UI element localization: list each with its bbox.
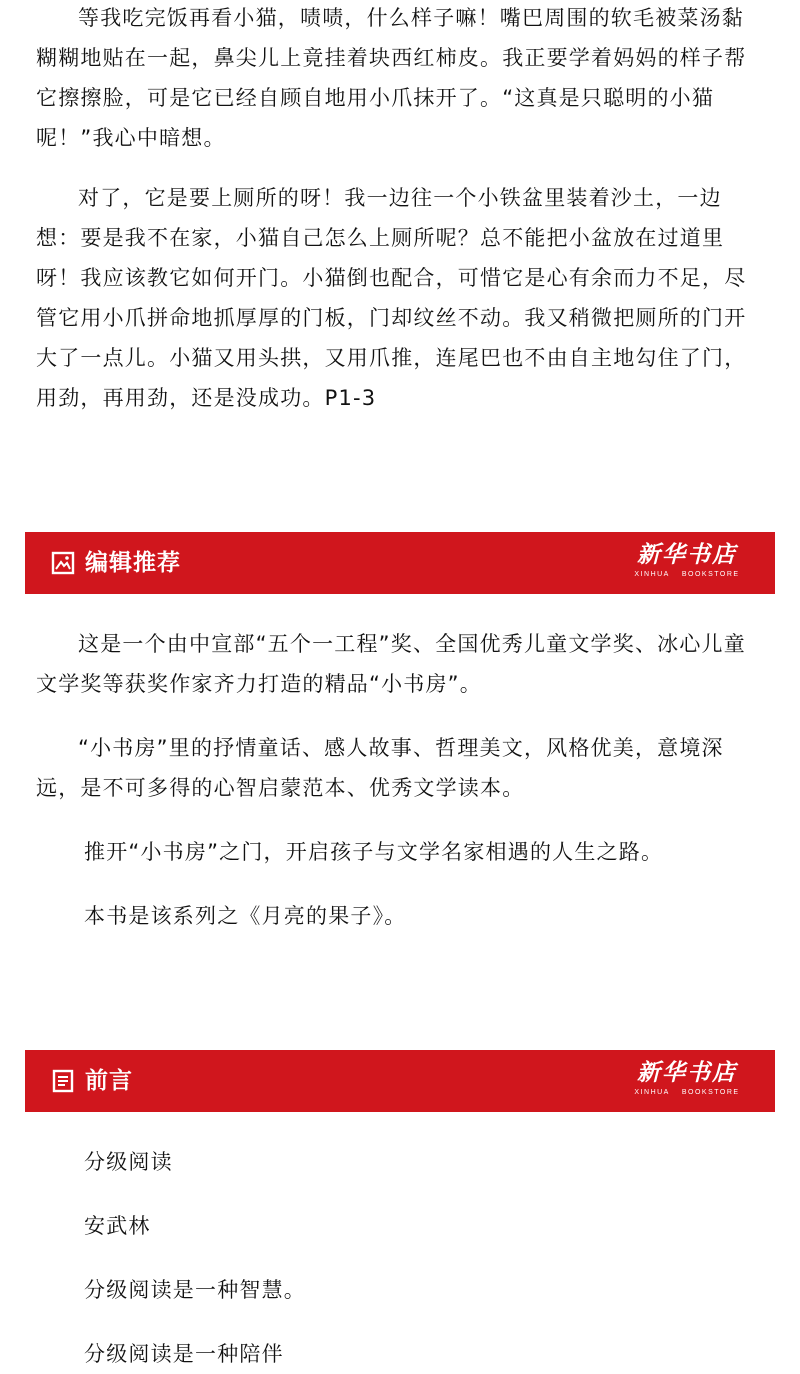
editor-paragraph-3: 推开“小书房”之门，开启孩子与文学名家相遇的人生之路。 (84, 840, 664, 864)
story-paragraph-2: 对了，它是要上厕所的呀！我一边往一个小铁盆里装着沙土，一边想：要是我不在家，小猫自己怎么上厕所呢？总不能把小盆放在过道里呀！我应该教它如何开门。小猫倒也配合，可惜它是心有余而力不足，尽管它用小爪拼命地抓厚厚的门板，门却纹丝不动。我又稍微把厕所的门开大了一点儿。小猫又用头拱，又用爪推，连尾巴也不由自主地勾住了门，用劲，再用劲，还是没成功。P1-3 (36, 186, 747, 410)
picture-frame-icon (51, 551, 75, 575)
section-title: 前言 (85, 1068, 133, 1094)
preface-line-2: 安武林 (84, 1214, 151, 1238)
story-paragraph-1: 等我吃完饭再看小猫，啧啧，什么样子嘛！嘴巴周围的软毛被菜汤黏糊糊地贴在一起，鼻尖儿上竟挂着块西红柿皮。我正要学着妈妈的样子帮它擦擦脸，可是它已经自顾自地用小爪抹开了。“这真是只聪明的小猫呢！”我心中暗想。 (36, 6, 747, 150)
brand-name-en (627, 1088, 747, 1098)
brand-en-word-1: XINHUA (634, 1089, 670, 1096)
brand-en-word-2: BOOKSTORE (681, 1089, 740, 1096)
document-icon (51, 1069, 75, 1093)
editor-paragraph-4: 本书是该系列之《月亮的果子》。 (84, 904, 407, 928)
preface-banner (25, 1050, 775, 1112)
xinhua-bookstore-logo (627, 1058, 747, 1104)
brand-name-cn: 新华书店 (637, 541, 737, 568)
brand-name-en (627, 570, 747, 580)
preface-line-3: 分级阅读是一种智慧。 (84, 1278, 306, 1302)
xinhua-bookstore-logo (627, 540, 747, 586)
editor-paragraph-2: “小书房”里的抒情童话、感人故事、哲理美文，风格优美，意境深远，是不可多得的心智启蒙范本、优秀文学读本。 (36, 736, 724, 800)
brand-name-cn: 新华书店 (637, 1059, 737, 1086)
brand-en-word-2: BOOKSTORE (681, 571, 740, 578)
editor-recommendation-banner (25, 532, 775, 594)
section-title: 编辑推荐 (85, 550, 181, 576)
preface-line-4: 分级阅读是一种陪伴 (84, 1342, 284, 1366)
editor-paragraph-1: 这是一个由中宣部“五个一工程”奖、全国优秀儿童文学奖、冰心儿童文学奖等获奖作家齐力打造的精品“小书房”。 (36, 632, 746, 696)
preface-line-1: 分级阅读 (84, 1150, 173, 1174)
brand-en-word-1: XINHUA (634, 571, 670, 578)
